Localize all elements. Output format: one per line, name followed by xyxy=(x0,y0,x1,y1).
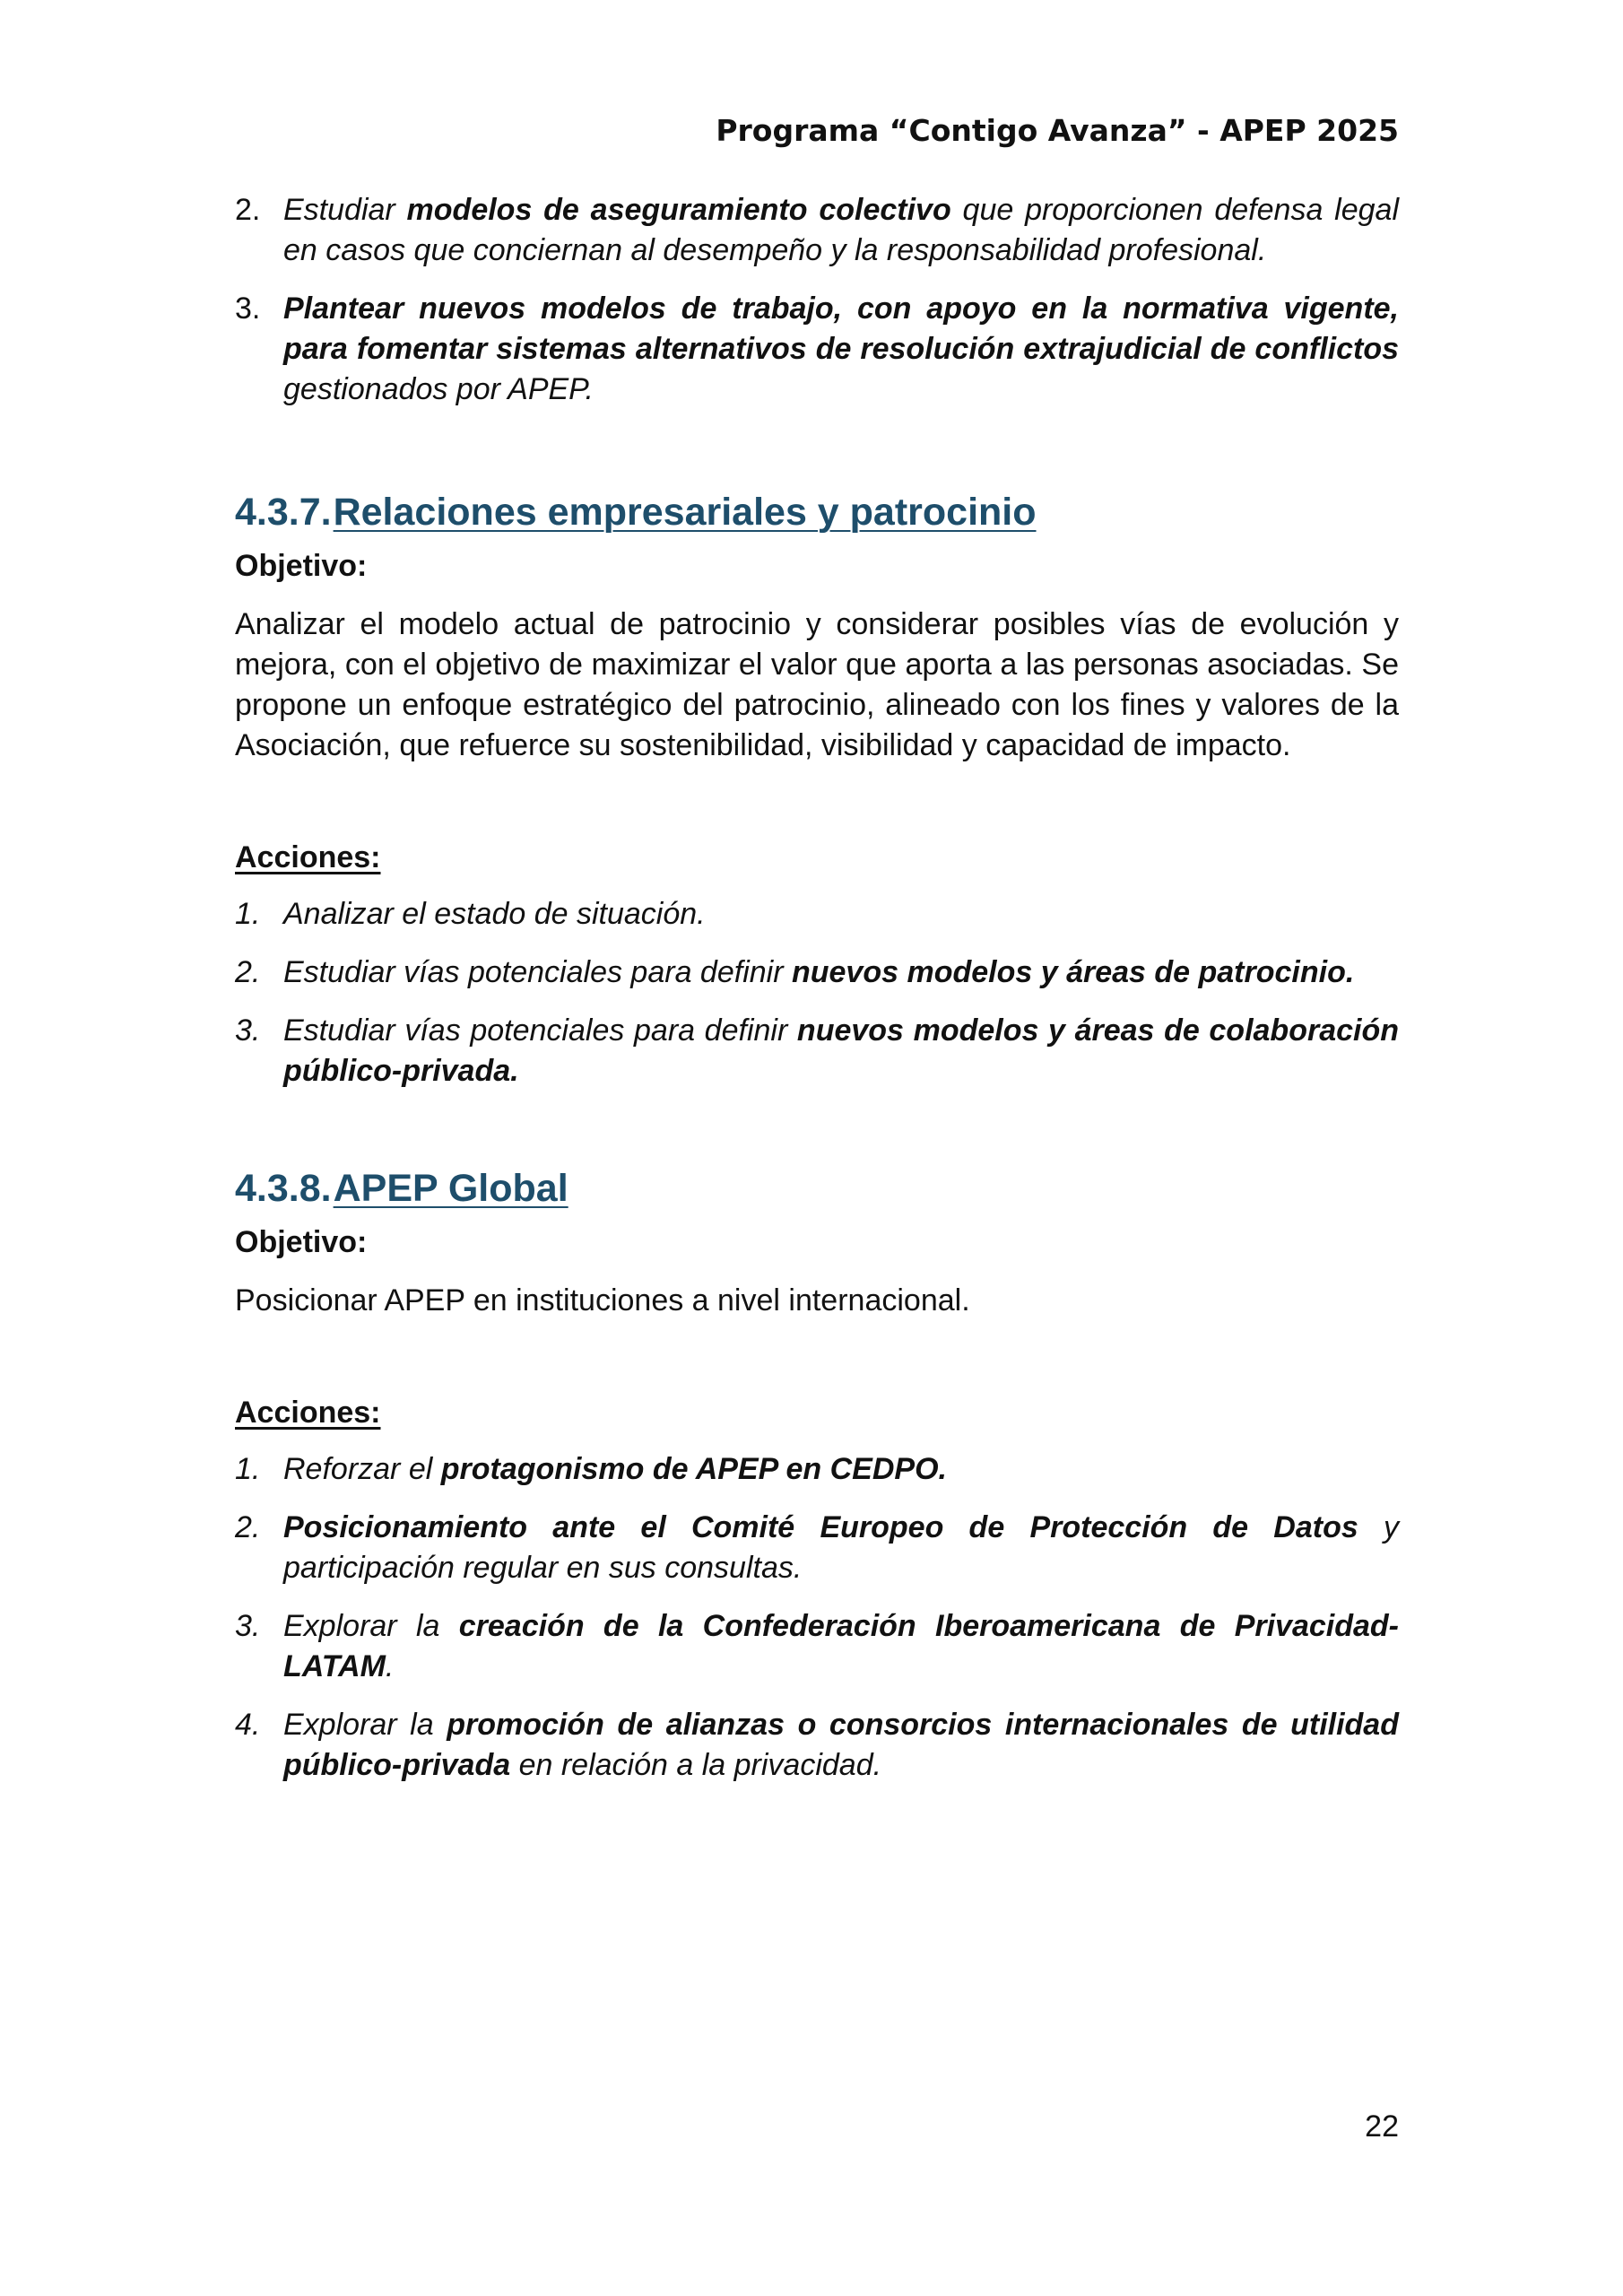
running-header: Programa “Contigo Avanza” - APEP 2025 xyxy=(716,113,1399,148)
actions-list-4-3-7 xyxy=(235,894,1399,1091)
list-text: Estudiar vías potenciales para definir nuevos modelos y áreas de colaboración público-privada. xyxy=(283,1013,1399,1088)
list-item xyxy=(235,1011,1399,1091)
list-item xyxy=(235,190,1399,271)
list-number: 2. xyxy=(235,955,261,989)
list-text: Analizar el estado de situación. xyxy=(283,897,706,931)
list-number: 3. xyxy=(235,1609,261,1643)
list-number: 3. xyxy=(235,291,261,326)
list-number: 3. xyxy=(235,1013,261,1048)
list-text: Explorar la creación de la Confederación Iberoamericana de Privacidad-LATAM. xyxy=(283,1609,1400,1683)
list-item xyxy=(235,952,1399,993)
objective-text: Posicionar APEP en instituciones a nivel internacional. xyxy=(235,1283,970,1318)
list-number: 2. xyxy=(235,1510,261,1544)
list-number: 1. xyxy=(235,897,261,931)
list-text: Explorar la promoción de alianzas o consorcios internacionales de utilidad público-privada en relación a la privacidad. xyxy=(283,1708,1399,1782)
objective-text: Analizar el modelo actual de patrocinio y considerar posibles vías de evolución y mejora, con el objetivo de maximizar el valor que aporta a las personas asociadas. Se propone un enfoque estratégico del patrocinio, alineado con los fines y valores de la Asociación, que refuerce su sostenibilidad, visibilidad y capacidad de impacto. xyxy=(235,607,1399,762)
list-text: Posicionamiento ante el Comité Europeo de Protección de Datos y participación regular en sus consultas. xyxy=(283,1510,1399,1585)
actions-list-4-3-8 xyxy=(235,1449,1399,1786)
list-number: 4. xyxy=(235,1708,261,1742)
list-item xyxy=(235,1449,1399,1490)
list-text: Estudiar modelos de aseguramiento colectivo que proporcionen defensa legal en casos que conciernan al desempeño y la responsabilidad profesional. xyxy=(283,193,1399,267)
list-item xyxy=(235,1508,1399,1588)
list-item xyxy=(235,289,1399,410)
objective-label: Objetivo: xyxy=(235,549,368,583)
page-number: 22 xyxy=(1365,2109,1399,2144)
list-text: Plantear nuevos modelos de trabajo, con apoyo en la normativa vigente, para fomentar sistemas alternativos de resolución extrajudicial de conflictos gestionados por APEP. xyxy=(283,291,1399,406)
list-text: Estudiar vías potenciales para definir nuevos modelos y áreas de patrocinio. xyxy=(283,955,1355,989)
list-item xyxy=(235,894,1399,935)
actions-label: Acciones: xyxy=(235,840,381,874)
list-text: Reforzar el protagonismo de APEP en CEDPO. xyxy=(283,1452,947,1486)
list-item xyxy=(235,1606,1399,1687)
list-number: 1. xyxy=(235,1452,261,1486)
intro-list xyxy=(235,190,1399,410)
list-item xyxy=(235,1705,1399,1786)
section-heading-4-3-7: 4.3.7.Relaciones empresariales y patrocinio xyxy=(235,491,1037,534)
objective-label: Objetivo: xyxy=(235,1225,368,1259)
page-content xyxy=(235,190,1399,1804)
list-number: 2. xyxy=(235,193,261,227)
actions-label: Acciones: xyxy=(235,1396,381,1430)
section-heading-4-3-8: 4.3.8.APEP Global xyxy=(235,1167,568,1210)
